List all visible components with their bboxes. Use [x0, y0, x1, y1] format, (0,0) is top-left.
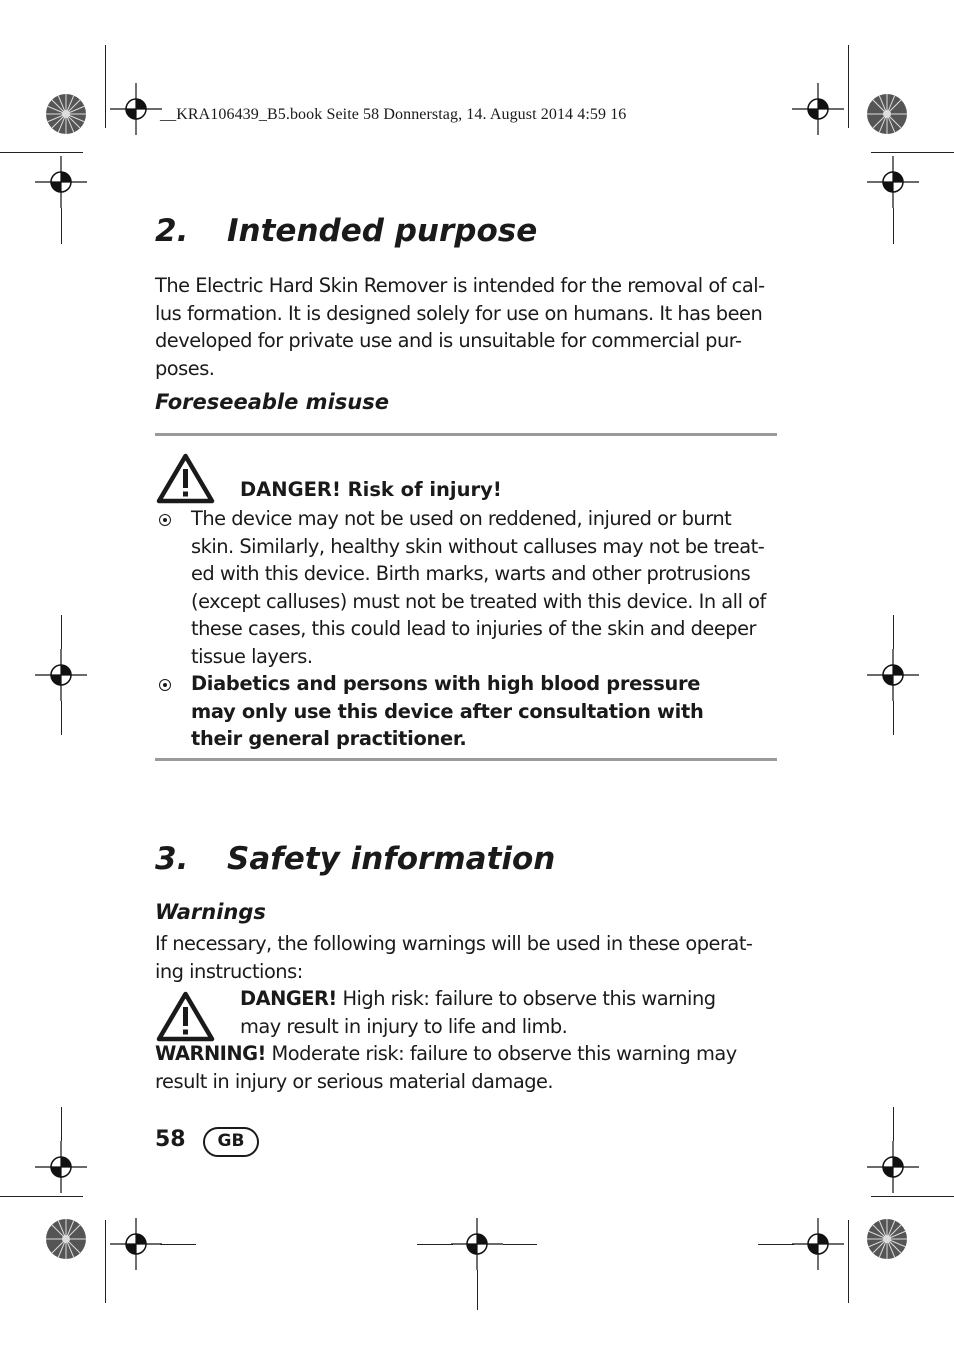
crop-mark	[105, 1220, 106, 1303]
text-line: The Electric Hard Skin Remover is intended for the removal of cal-	[155, 274, 765, 297]
subheading-foreseeable-misuse: Foreseeable misuse	[155, 390, 389, 414]
crop-mark	[503, 1244, 537, 1245]
text-line: lus formation. It is designed solely for use on humans. It has been	[155, 301, 763, 325]
warning-triangle-icon	[156, 452, 215, 504]
text-line: their general practitioner.	[191, 727, 467, 750]
section-title: Intended purpose	[227, 213, 538, 249]
registration-target-icon	[110, 83, 162, 135]
text-line: may result in injury to life and limb.	[240, 1014, 568, 1038]
crop-mark	[848, 45, 849, 128]
box-top-rule	[155, 433, 777, 436]
warning-label: WARNING!	[155, 1042, 266, 1065]
danger-description: High risk: failure to observe this warning	[336, 987, 716, 1010]
text-line: The device may not be used on reddened, injured or burnt	[191, 507, 732, 530]
text-line: tissue layers.	[191, 644, 313, 668]
crop-mark	[893, 1107, 894, 1141]
bullet-icon	[159, 679, 171, 691]
registration-target-icon	[867, 156, 919, 208]
crop-mark	[61, 208, 62, 244]
text-line: Diabetics and persons with high blood pressure	[191, 672, 701, 695]
crop-mark	[871, 152, 954, 153]
crop-mark	[893, 208, 894, 244]
color-wheel-icon	[866, 1218, 908, 1260]
text-line: result in injury or serious material damage.	[155, 1069, 554, 1093]
text-line	[155, 1040, 779, 1068]
bullet-text	[191, 505, 781, 670]
crop-mark	[105, 45, 106, 128]
section-title: Safety information	[227, 841, 556, 877]
danger-explanation	[240, 985, 780, 1040]
registration-target-icon	[867, 649, 919, 701]
page-number: 58	[155, 1127, 186, 1152]
intended-purpose-paragraph	[155, 272, 779, 382]
color-wheel-icon	[866, 93, 908, 135]
crop-mark	[61, 1107, 62, 1141]
text-line: ed with this device. Birth marks, warts and other protrusions	[191, 562, 751, 585]
bullet-text	[191, 670, 781, 753]
crop-mark	[893, 701, 894, 735]
registration-target-icon	[35, 1141, 87, 1193]
warning-triangle-icon	[156, 990, 215, 1042]
crop-mark	[0, 152, 83, 153]
crop-mark	[61, 701, 62, 735]
crop-mark	[61, 615, 62, 649]
text-line: (except calluses) must not be treated with this device. In all of	[191, 589, 766, 613]
danger-title: DANGER! Risk of injury!	[240, 478, 502, 501]
registration-target-icon	[867, 1141, 919, 1193]
registration-target-icon	[35, 649, 87, 701]
text-line: skin. Similarly, healthy skin without calluses may not be treat-	[191, 534, 765, 558]
crop-mark	[758, 1244, 794, 1245]
registration-target-icon	[35, 156, 87, 208]
registration-target-icon	[792, 1218, 844, 1270]
crop-mark	[0, 1196, 83, 1197]
section-heading-intended-purpose	[155, 213, 537, 249]
color-wheel-icon	[45, 1218, 87, 1260]
color-wheel-icon	[45, 93, 87, 135]
text-line: may only use this device after consultation with	[191, 699, 704, 723]
language-badge: GB	[203, 1127, 259, 1157]
registration-target-icon	[451, 1218, 503, 1270]
warnings-intro	[155, 930, 779, 985]
text-line: these cases, this could lead to injuries of the skin and deeper	[191, 617, 756, 640]
subheading-warnings: Warnings	[155, 900, 266, 924]
box-bottom-rule	[155, 758, 777, 761]
crop-mark	[848, 1220, 849, 1303]
registration-target-icon	[110, 1218, 162, 1270]
text-line: ing instructions:	[155, 959, 303, 983]
registration-target-icon	[792, 83, 844, 135]
section-heading-safety-information	[155, 841, 555, 877]
text-line: poses.	[155, 356, 215, 380]
crop-mark	[417, 1244, 453, 1245]
text-line: developed for private use and is unsuitable for commercial pur-	[155, 329, 742, 352]
warning-description: Moderate risk: failure to observe this warning may	[265, 1042, 737, 1065]
text-line	[240, 985, 780, 1013]
text-line: If necessary, the following warnings will be used in these operat-	[155, 932, 753, 955]
section-number: 3.	[155, 841, 189, 877]
danger-label: DANGER!	[240, 987, 337, 1010]
print-header: __KRA106439_B5.book Seite 58 Donnerstag, 14. August 2014 4:59 16	[160, 106, 627, 123]
crop-mark	[893, 615, 894, 649]
crop-mark	[477, 1270, 478, 1310]
crop-mark	[160, 1244, 196, 1245]
section-number: 2.	[155, 213, 189, 249]
crop-mark	[871, 1196, 954, 1197]
warning-explanation	[155, 1040, 779, 1095]
bullet-icon	[159, 514, 171, 526]
